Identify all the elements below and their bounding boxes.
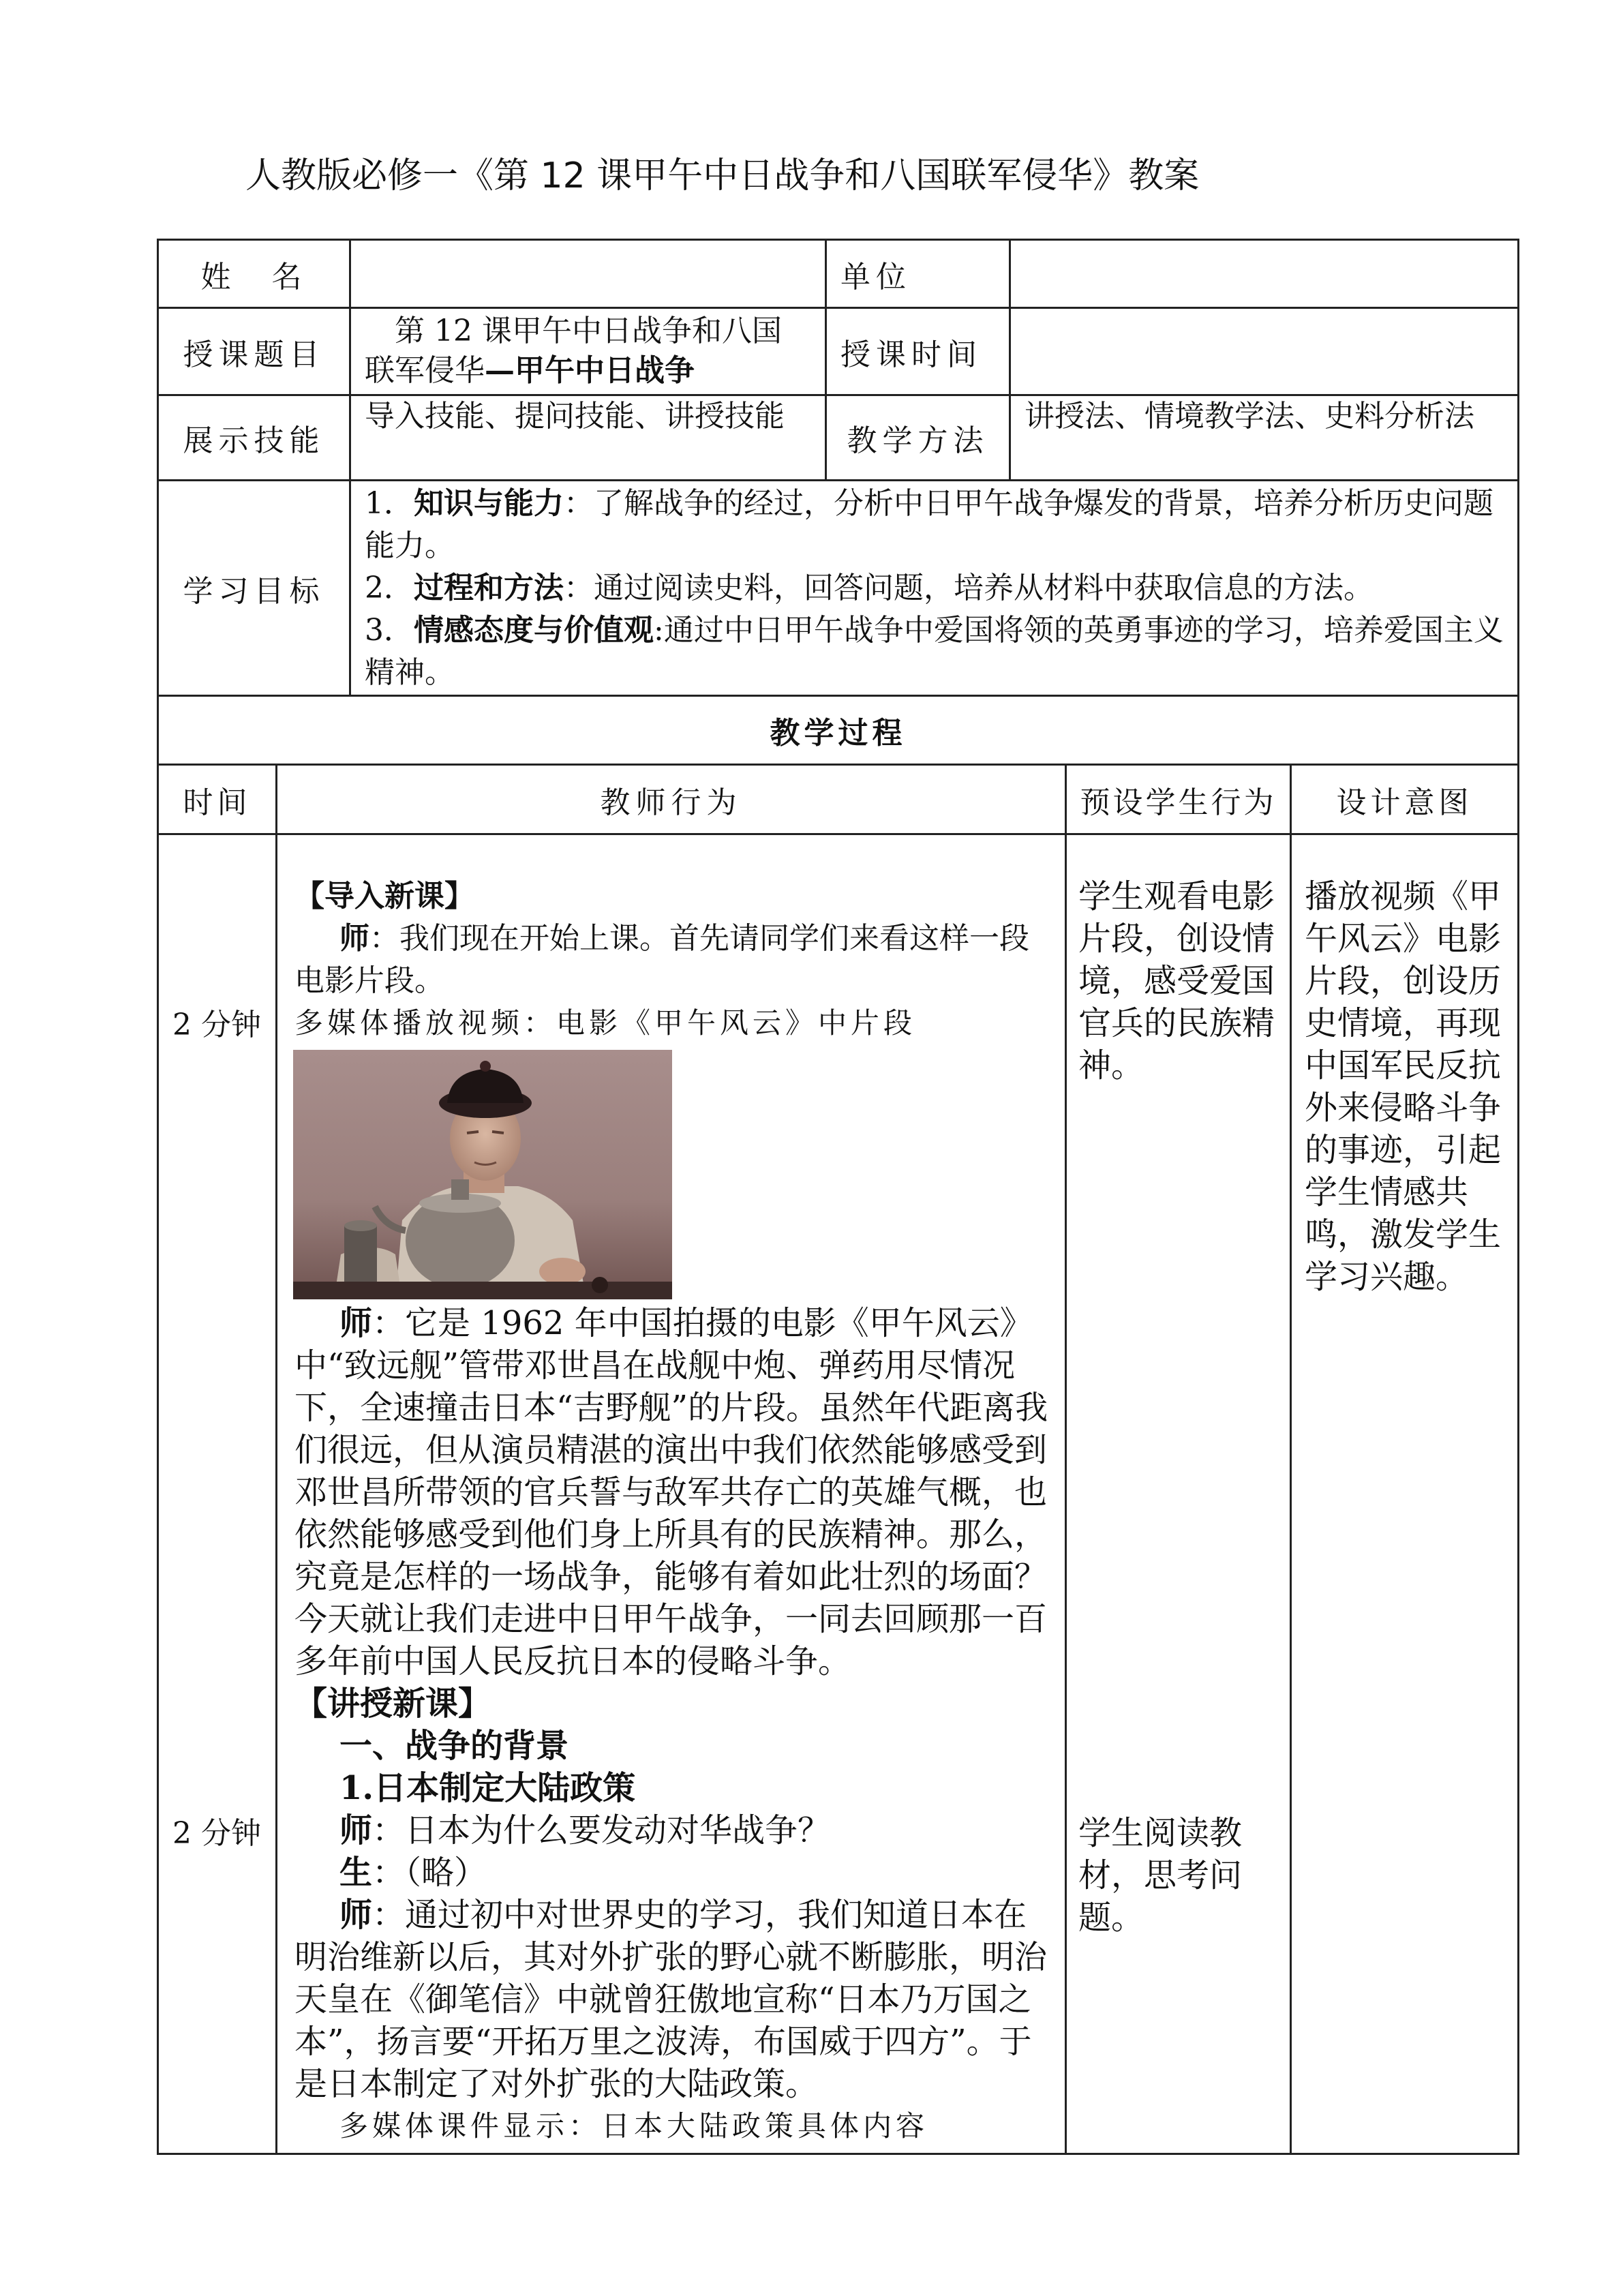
col-header-teacher: 教师行为 [600,785,742,820]
document-title: 人教版必修一《第 12 课甲午中日战争和八国联军侵华》教案 [245,155,1200,196]
goal-list [351,481,1517,695]
teacher-tag: 师 [339,1896,373,1934]
topic-line-2 [365,351,811,391]
col-header-time: 时间 [183,785,252,820]
teacher-column-top [294,875,1051,1044]
skill-label: 展示技能 [183,423,325,458]
student-answer-text: ：（略） [372,1854,487,1892]
goal-number: 2． [365,571,414,605]
goal-text: :通过中日甲午战争中爱国将领的英勇事迹的学习，培养爱国主义精神。 [365,613,1504,690]
teacher-column-bottom [294,1302,1058,2147]
goal-item-2 [365,567,1504,609]
movie-still-image [293,1050,672,1299]
time-cell-2: 2 分钟 [172,1816,261,1851]
teacher-speech-1 [294,918,1051,1002]
section-heading-1: 一、战争的背景 [339,1727,569,1765]
design-intent-1: 播放视频《甲午风云》电影片段，创设历史情境，再现中国军民反抗外来侵略斗争的事迹，引起学生情感共鸣，激发学生学习兴趣。 [1305,877,1502,1296]
time-value-field [1011,309,1517,394]
goal-title: 过程和方法 [414,571,564,605]
teacher-speech-2 [294,1302,1058,1682]
topic-line-1: 第 12 课甲午中日战争和八国 [395,314,782,348]
goal-title: 情感态度与价值观 [414,613,654,648]
media-note-1: 多媒体播放视频：电影《甲午风云》中片段 [294,1006,917,1040]
goal-item-1 [365,483,1504,567]
goal-number: 1． [365,486,414,521]
topic-label: 授课题目 [183,337,325,372]
student-behavior-1: 学生观看电影片段，创设情境，感受爱国官兵的民族精神。 [1078,877,1275,1085]
skill-value: 导入技能、提问技能、讲授技能 [365,399,785,434]
goal-item-3 [365,609,1504,694]
teacher-tag: 师 [339,921,369,956]
topic-line-2-bold: —甲午中日战争 [485,353,695,388]
goal-number: 3． [365,613,414,648]
teacher-speech-text: ：我们现在开始上课。首先请同学们来看这样一段电影片段。 [294,921,1029,998]
topic-line-2-prefix: 联军侵华 [365,353,485,388]
intro-heading: 【导入新课】 [294,879,474,913]
method-value: 讲授法、情境教学法、史料分析法 [1025,399,1474,434]
goal-text: ：了解战争的经过，分析中日甲午战争爆发的背景，培养分析历史问题能力。 [365,486,1493,563]
teacher-tag: 师 [339,1304,373,1342]
teacher-speech-text: ：它是 1962 年中国拍摄的电影《甲午风云》中“致远舰”管带邓世昌在战舰中炮、弹药用尽情况下，全速撞击日本“吉野舰”的片段。虽然年代距离我们很远，但从演员精湛的演出中我们依然能够感受到邓世昌所带领的官兵誓与敌军共存亡的英雄气概，也依然能够感受到他们身上所具有的民族精神。那么，究竟是怎样的一场战争，能够有着如此壮烈的场面？今天就让我们走进中日甲午战争，一同去回顾那一百多年前中国人民反抗日本的侵略斗争。 [294,1304,1048,1680]
media-note-2: 多媒体课件显示：日本大陆政策具体内容 [339,2109,929,2143]
topic-value [351,309,825,394]
teacher-question [294,1809,1058,1852]
teacher-speech-text: ：日本为什么要发动对华战争？ [372,1811,831,1849]
student-tag: 生 [339,1854,373,1892]
teacher-speech-text: ：通过初中对世界史的学习，我们知道日本在明治维新以后，其对外扩张的野心就不断膨胀，明治天皇在《御笔信》中就曾狂傲地宣称“日本乃万国之本”，扬言要“开拓万里之波涛，布国威于四方”。于是日本制定了对外扩张的大陆政策。 [294,1896,1048,2103]
time-label: 授课时间 [840,337,982,372]
col-header-intent: 设计意图 [1336,785,1473,820]
section-heading-1-1: 1.日本制定大陆政策 [339,1769,636,1807]
process-header: 教学过程 [770,716,907,751]
teacher-tag: 师 [339,1811,373,1849]
col-header-student: 预设学生行为 [1080,785,1277,820]
goal-label: 学习目标 [183,573,325,609]
goal-text: ：通过阅读史料，回答问题，培养从材料中获取信息的方法。 [564,571,1374,605]
time-cell-1: 2 分钟 [172,1008,261,1042]
student-behavior-2: 学生阅读教材，思考问题。 [1078,1814,1243,1937]
student-answer [294,1852,1058,1894]
goal-title: 知识与能力 [414,486,564,521]
teacher-speech-4 [294,1894,1058,2105]
name-label: 姓 名 [200,259,307,294]
name-value-field [351,241,825,307]
unit-label: 单位 [840,259,911,294]
unit-value-field [1011,241,1517,307]
lecture-heading: 【讲授新课】 [294,1685,491,1723]
method-label: 教学方法 [847,423,989,458]
